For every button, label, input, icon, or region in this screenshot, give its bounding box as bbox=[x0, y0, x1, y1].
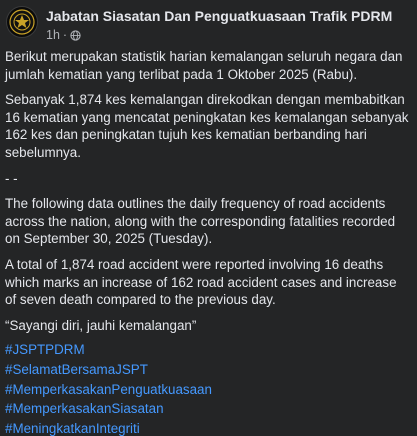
page-name[interactable]: Jabatan Siasatan Dan Penguatkuasaan Trafik PDRM bbox=[46, 8, 393, 24]
hashtag-link[interactable]: #JSPTPDRM bbox=[5, 342, 85, 358]
post-paragraph: Berikut merupakan statistik harian kemalangan seluruh negara dan jumlah kematian yang terlibat pada 1 Oktober 2025 (Rabu). bbox=[5, 49, 403, 82]
meta-separator: · bbox=[62, 28, 68, 42]
globe-icon[interactable] bbox=[70, 30, 81, 41]
post-timestamp[interactable]: 1h bbox=[46, 28, 60, 42]
post-paragraph: - - bbox=[5, 170, 18, 186]
post-paragraph: A total of 1,874 road accident were reported involving 16 deaths which marks an increase of 162 road accident cases and increase of seven death compared to the previous day. bbox=[5, 256, 397, 308]
hashtag-link[interactable]: #MemperkasakanPenguatkuasaan bbox=[5, 381, 212, 397]
post-body bbox=[0, 48, 417, 436]
post-paragraph: “Sayangi diri, jauhi kemalangan” bbox=[5, 317, 197, 333]
page-avatar[interactable] bbox=[6, 6, 38, 38]
hashtag-link[interactable]: #MeningkatkanIntegriti bbox=[5, 420, 140, 436]
hashtag-link[interactable]: #SelamatBersamaJSPT bbox=[5, 361, 148, 377]
post-paragraph: The following data outlines the daily frequency of road accidents across the nation, along with the corresponding fatalities recorded on September 30, 2025 (Tuesday). bbox=[5, 196, 396, 247]
post-paragraph: Sebanyak 1,874 kes kemalangan direkodkan dengan membabitkan 16 kematian yang mencatat peningkatan kes kemalangan sebanyak 162 kes dan peningkatan tujuh kes kematian berbanding hari sebelumnya. bbox=[5, 92, 409, 160]
post-meta bbox=[46, 28, 392, 42]
pdrm-logo-icon bbox=[9, 9, 35, 35]
hashtag-list bbox=[5, 340, 411, 436]
post-header bbox=[0, 6, 417, 48]
hashtag-link[interactable]: #MemperkasakanSiasatan bbox=[5, 401, 164, 417]
